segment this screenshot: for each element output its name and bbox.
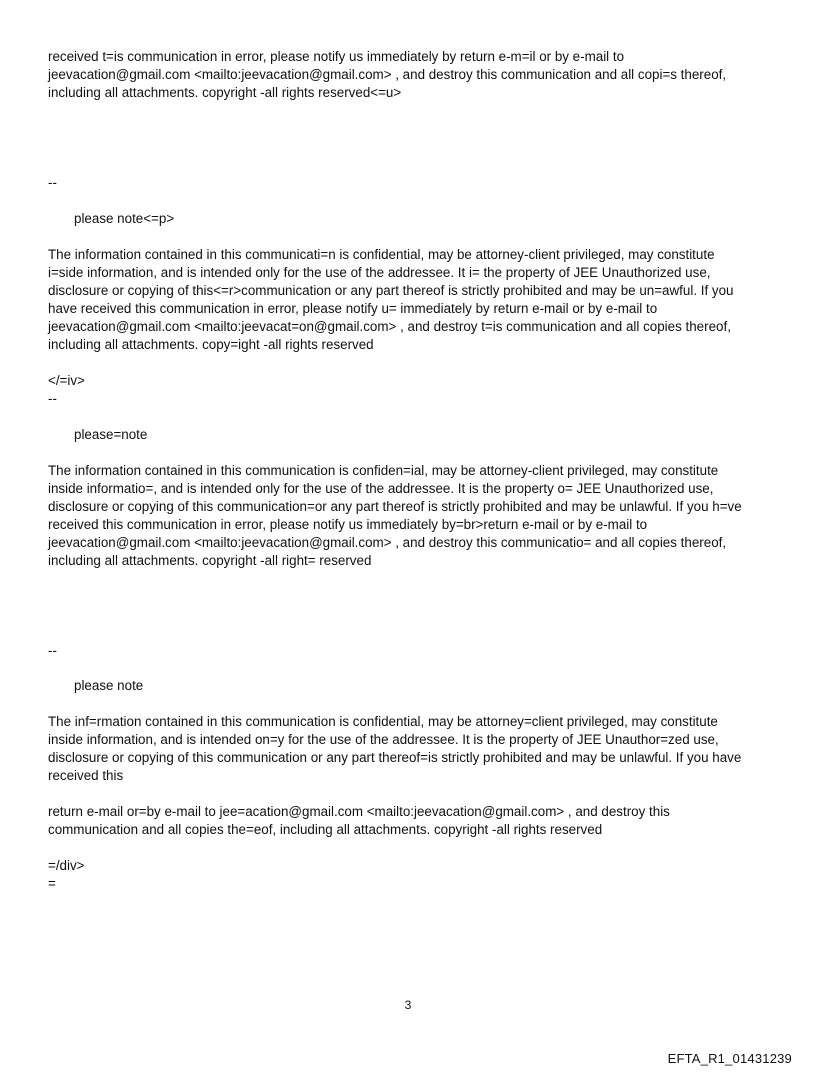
section-heading: please note<=p> — [74, 211, 175, 226]
separator-line: -- — [48, 175, 57, 190]
text-line: received this communication in error, please notify us immediately by=br>return e-mail or by e-mail to — [48, 517, 648, 532]
text-line: including all attachments. copyright -all rights reserved<=u> — [48, 85, 402, 100]
text-line: including all attachments. copy=ight -all rights reserved — [48, 337, 374, 352]
text-line: jeevacation@gmail.com <mailto:jeevacation@gmail.com> , and destroy this communication and all copi=s thereof, — [48, 67, 727, 82]
text-line: received t=is communication in error, please notify us immediately by return e-m=il or by e-mail to — [48, 49, 625, 64]
text-line: jeevacation@gmail.com <mailto:jeevacation@gmail.com> , and destroy this communicatio= and all copies thereof, — [48, 535, 727, 550]
text-line: return e-mail or=by e-mail to jee=acation@gmail.com <mailto:jeevacation@gmail.com> , and destroy this — [48, 804, 670, 819]
text-line: have received this communication in error, please notify u= immediately by return e-mail or by e-mail to — [48, 301, 658, 316]
text-line: disclosure or copying of this communication=or any part thereof is strictly prohibited and may be unlawful. If you h=ve — [48, 499, 742, 514]
text-line: received this — [48, 768, 124, 783]
text-line: The information contained in this communicati=n is confidential, may be attorney-client privileged, may constitute — [48, 247, 715, 262]
section-heading: please=note — [74, 427, 148, 442]
text-line: including all attachments. copyright -all right= reserved — [48, 553, 372, 568]
document-id: EFTA_R1_01431239 — [667, 1051, 792, 1066]
section-heading: please note — [74, 678, 144, 693]
text-line: jeevacation@gmail.com <mailto:jeevacat=on@gmail.com> , and destroy t=is communication and all copies thereof, — [48, 319, 731, 334]
text-line: The information contained in this communication is confiden=ial, may be attorney-client privileged, may constitute — [48, 463, 719, 478]
text-line: i=side information, and is intended only for the use of the addressee. It i= the property of JEE Unauthorized use, — [48, 265, 711, 280]
separator-line: -- — [48, 391, 57, 406]
text-line: communication and all copies the=eof, including all attachments. copyright -all rights reserved — [48, 822, 603, 837]
text-line: inside information, and is intended on=y for the use of the addressee. It is the property of JEE Unauthor=zed use, — [48, 732, 719, 747]
text-line: =/div> — [48, 858, 85, 873]
page-number: 3 — [404, 998, 412, 1012]
text-line: The inf=rmation contained in this communication is confidential, may be attorney=client privileged, may constitute — [48, 714, 718, 729]
text-line: disclosure or copying of this<=r>communication or any part thereof is strictly prohibited and may be un=awful. If you — [48, 283, 734, 298]
text-line: </=iv> — [48, 373, 85, 388]
text-line: inside informatio=, and is intended only for the use of the addressee. It is the property o= JEE Unauthorized use, — [48, 481, 714, 496]
text-line: disclosure or copying of this communication or any part thereof=is strictly prohibited and may be unlawful. If you have — [48, 750, 742, 765]
text-line: = — [48, 876, 56, 891]
separator-line: -- — [48, 643, 57, 658]
